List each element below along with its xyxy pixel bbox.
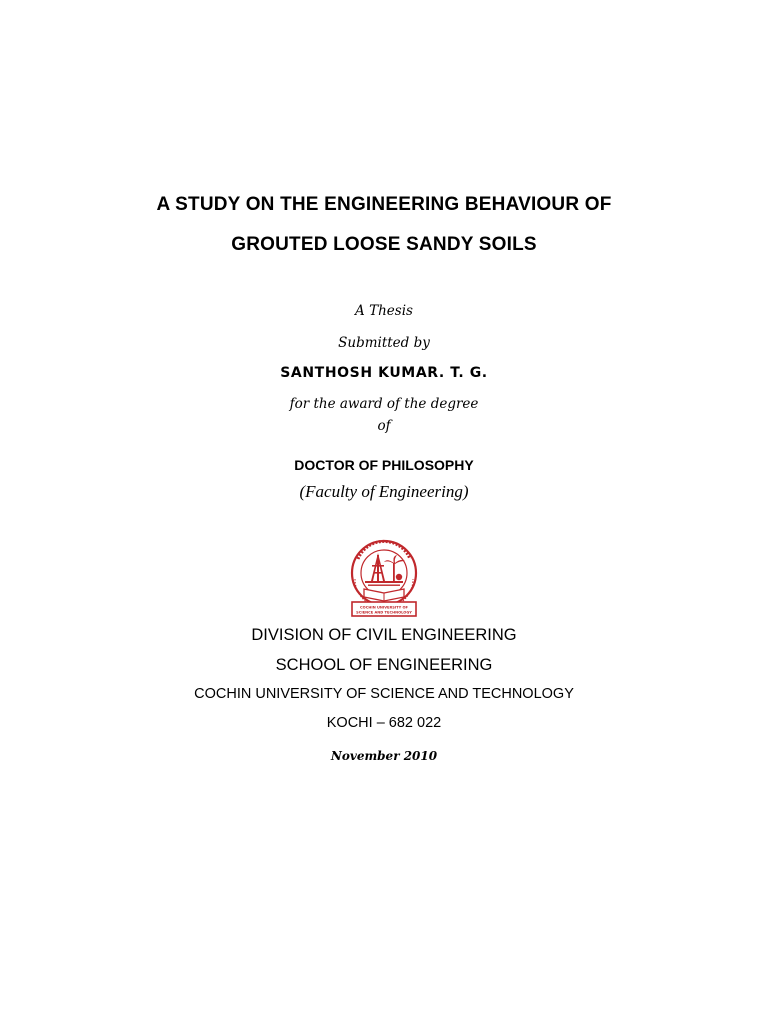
school-name: SCHOOL OF ENGINEERING [275,656,493,674]
author-name: SANTHOSH KUMAR. T. G. [280,365,488,381]
award-line: for the award of the degree [289,396,479,412]
emblem-caption-line-2: SCIENCE AND TECHNOLOGY [356,610,412,615]
university-emblem-icon [347,539,421,617]
emblem-caption-line-1: COCHIN UNIVERSITY OF [360,605,408,610]
faculty-name: (Faculty of Engineering) [299,482,469,501]
division-name: DIVISION OF CIVIL ENGINEERING [251,626,517,644]
thesis-label: A Thesis [355,303,413,319]
submission-date: November 2010 [330,749,438,763]
submitted-by-label: Submitted by [338,335,430,351]
thesis-title-line-2: GROUTED LOOSE SANDY SOILS [231,234,537,255]
thesis-title-line-1: A STUDY ON THE ENGINEERING BEHAVIOUR OF [156,194,612,215]
degree-name: DOCTOR OF PHILOSOPHY [294,457,474,473]
of-label: of [377,418,391,434]
university-name: COCHIN UNIVERSITY OF SCIENCE AND TECHNOLOGY [194,686,574,702]
city-postcode: KOCHI – 682 022 [326,715,442,731]
